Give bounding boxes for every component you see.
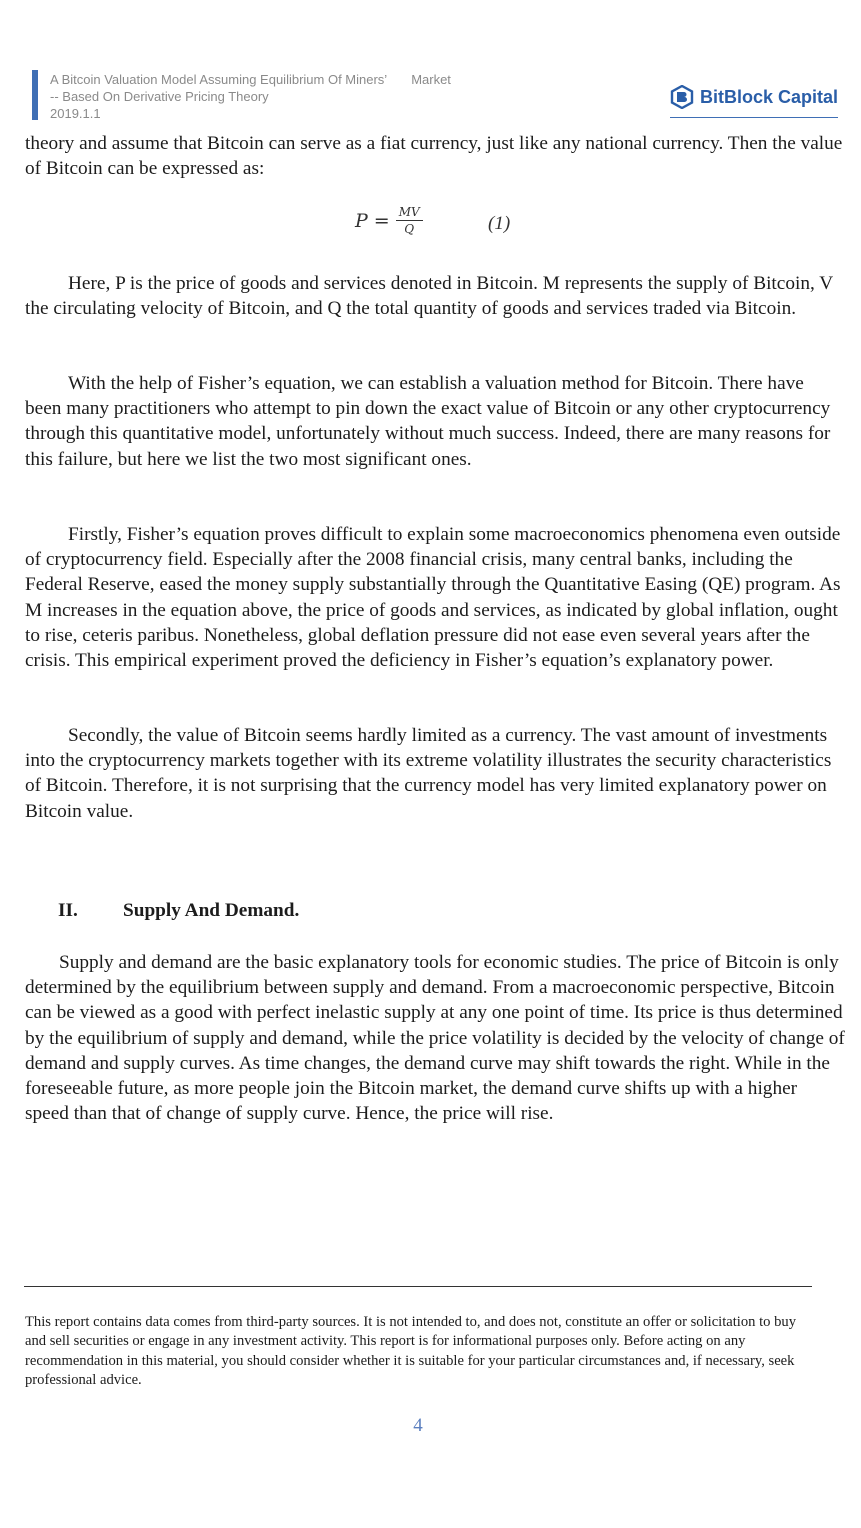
header-accent-bar	[32, 70, 38, 120]
header-title-main: A Bitcoin Valuation Model Assuming Equilibrium Of Miners’	[50, 72, 388, 87]
equation-number: (1)	[488, 213, 511, 234]
running-header	[50, 71, 451, 122]
paragraph-4	[25, 723, 845, 824]
intro-paragraph	[25, 131, 845, 181]
equation-numerator: MV	[396, 206, 423, 221]
paragraph-2	[25, 371, 845, 472]
equation	[355, 206, 423, 236]
header-rule	[670, 117, 838, 118]
equation-lhs: P	[355, 210, 368, 232]
paragraph-text: Here, P is the price of goods and services denoted in Bitcoin. M represents the supply of Bitcoin, V the circulating velocity of Bitcoin, and Q the total quantity of goods and services traded via Bitcoin.	[25, 273, 833, 320]
equation-fraction	[396, 206, 423, 236]
paragraph-text: Firstly, Fisher’s equation proves difficult to explain some macroeconomics phenomena even outside of cryptocurrency field. Especially after the 2008 financial crisis, many central banks, including the Federal Reserve, eased the money supply substantially through the Quantitative Easing (QE) program. As M increases in the equation above, the price of goods and services, as indicated by global inflation, ought to rise, ceteris paribus. Nonetheless, global deflation pressure did not ease even several years after the crisis. This empirical experiment proved the deficiency in Fisher’s equation’s explanatory power.	[25, 524, 841, 672]
header-title-tail: Market	[411, 72, 451, 87]
paragraph-1	[25, 271, 845, 321]
section-title: Supply And Demand.	[123, 900, 300, 921]
header-title-line2: -- Based On Derivative Pricing Theory	[50, 89, 269, 104]
paragraph-text: Supply and demand are the basic explanatory tools for economic studies. The price of Bitcoin is only determined by the equilibrium between supply and demand. From a macroeconomic perspective, Bitcoin can be viewed as a good with perfect inelastic supply at any one point of time. Its price is thus determined by the equilibrium of supply and demand, while the price volatility is decided by the velocity of change of demand and supply curves. As time changes, the demand curve may shift towards the right. While in the foreseeable future, as more people join the Bitcoin market, the demand curve shifts up with a higher speed than that of change of supply curve. Hence, the price will rise.	[25, 952, 845, 1125]
paragraph-3	[25, 522, 845, 673]
bitblock-logo-icon	[670, 85, 694, 109]
header-date: 2019.1.1	[50, 106, 101, 121]
logo-text: BitBlock Capital	[700, 86, 839, 107]
header-title-line1	[50, 71, 451, 88]
company-logo	[670, 84, 838, 110]
paragraph-text: Secondly, the value of Bitcoin seems hardly limited as a currency. The vast amount of investments into the cryptocurrency markets together with its extreme volatility illustrates the security characteristics of Bitcoin. Therefore, it is not surprising that the currency model has very limited explanatory power on Bitcoin value.	[25, 725, 832, 822]
intro-text: theory and assume that Bitcoin can serve as a fiat currency, just like any national currency. Then the value of Bitcoin can be expressed as:	[25, 133, 843, 180]
section-number: II.	[58, 900, 78, 921]
footer-rule	[24, 1286, 812, 1287]
disclaimer: This report contains data comes from third-party sources. It is not intended to, and does not, constitute an offer or solicitation to buy and sell securities or engage in any investment activity. This report is for informational purposes only. Before acting on any recommendation in this material, you should consider whether it is suitable for your particular circumstances and, if necessary, seek professional advice.	[25, 1314, 796, 1389]
paragraph-text: With the help of Fisher’s equation, we can establish a valuation method for Bitcoin. There have been many practitioners who attempt to pin down the exact value of Bitcoin or any other cryptocurrency through this quantitative model, unfortunately without much success. Indeed, there are many reasons for this failure, but here we list the two most significant ones.	[25, 373, 831, 470]
section-heading	[58, 900, 299, 922]
section-paragraph	[25, 950, 845, 1126]
page-number: 4	[413, 1415, 423, 1436]
equation-denominator: Q	[404, 222, 415, 236]
equation-equals: =	[373, 210, 390, 232]
